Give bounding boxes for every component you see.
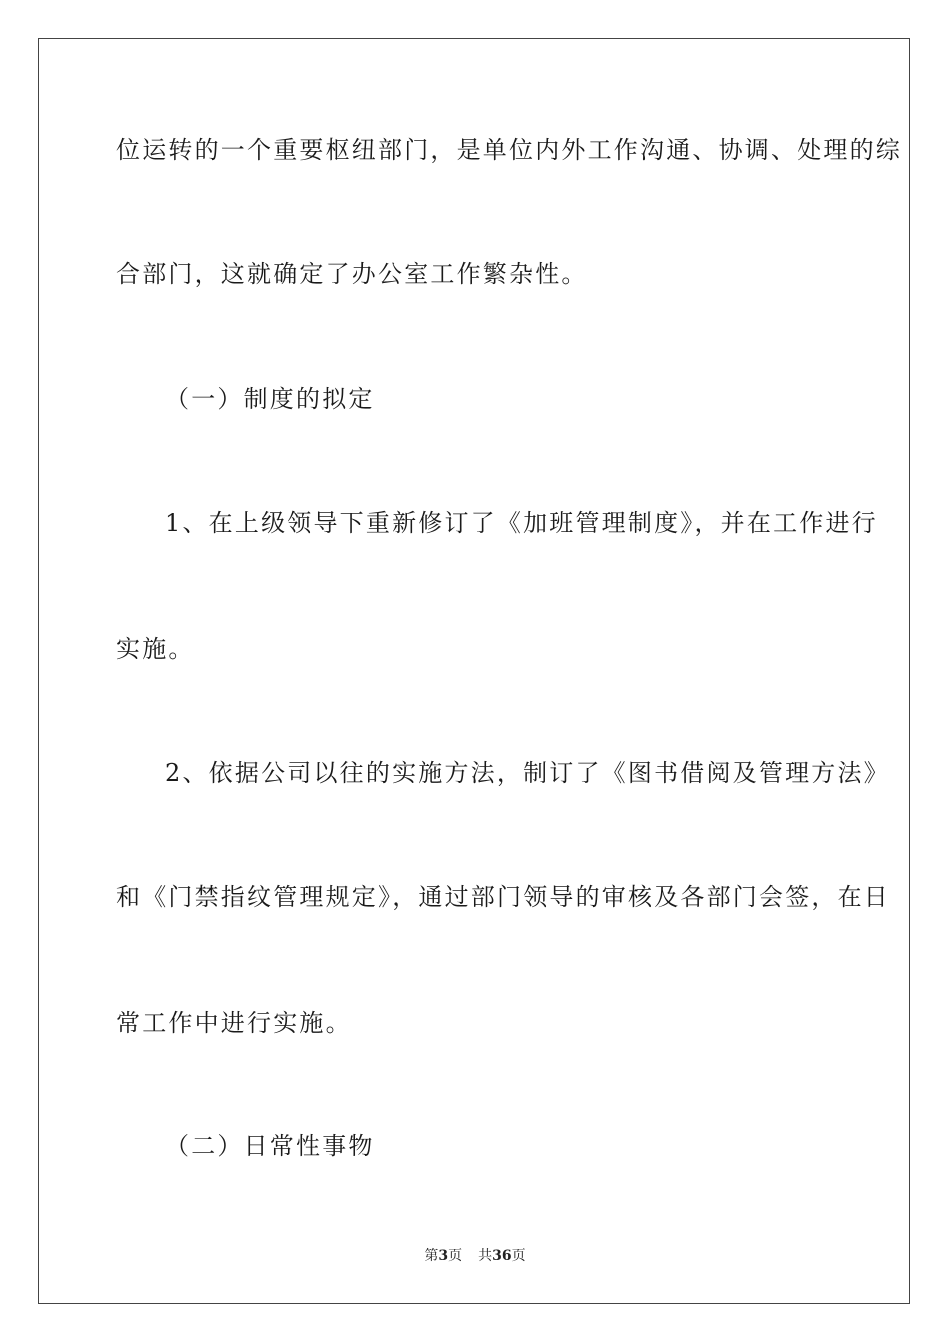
section-heading-2: （二）日常性事物: [165, 1132, 375, 1160]
body-line-6: 和《门禁指纹管理规定》，通过部门领导的审核及各部门会签，在日: [116, 883, 890, 911]
body-line-5: 2、依据公司以往的实施方法，制订了《图书借阅及管理方法》: [165, 759, 890, 787]
footer-page-number: 3: [438, 1248, 449, 1264]
body-line-2: 合部门，这就确定了办公室工作繁杂性。: [116, 260, 588, 288]
page-frame: [38, 38, 910, 1304]
body-line-4: 实施。: [116, 635, 195, 663]
footer-total-suffix: 页: [511, 1248, 526, 1264]
page-footer: [0, 1246, 950, 1266]
footer-total-prefix: 共: [478, 1248, 493, 1264]
footer-page-suffix: 页: [448, 1248, 463, 1264]
footer-total-pages: 36: [492, 1248, 512, 1264]
footer-page-prefix: 第: [424, 1248, 439, 1264]
section-heading-1: （一）制度的拟定: [165, 385, 375, 413]
body-line-7: 常工作中进行实施。: [116, 1009, 352, 1037]
body-line-1: 位运转的一个重要枢纽部门，是单位内外工作沟通、协调、处理的综: [116, 136, 902, 164]
body-line-3: 1、在上级领导下重新修订了《加班管理制度》，并在工作进行: [165, 509, 878, 537]
